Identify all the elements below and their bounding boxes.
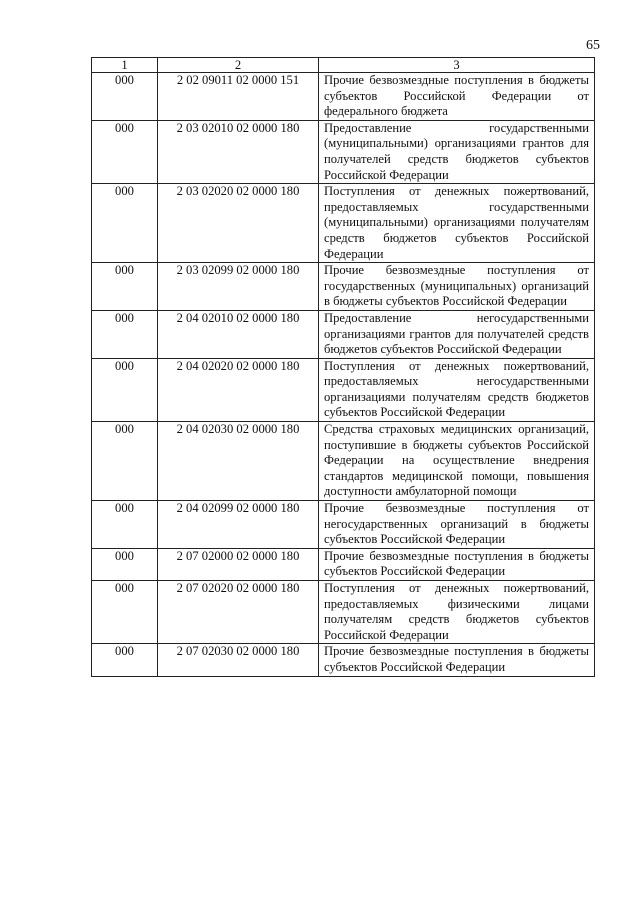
admin-code-cell: 000 (92, 644, 158, 676)
admin-code-cell: 000 (92, 263, 158, 311)
revenue-code-cell: 2 04 02099 02 0000 180 (158, 501, 319, 549)
admin-code-cell: 000 (92, 73, 158, 121)
revenue-name-cell: Поступления от денежных пожертвований, предоставляемых государственными (муниципальными) организациями получателям средств бюджетов субъектов Российской Федерации (319, 184, 595, 263)
column-header-2: 2 (158, 58, 319, 73)
revenue-code-cell: 2 03 02099 02 0000 180 (158, 263, 319, 311)
table-row (92, 310, 595, 358)
revenue-name-cell: Прочие безвозмездные поступления от негосударственных организаций в бюджеты субъектов Российской Федерации (319, 501, 595, 549)
revenue-code-cell: 2 07 02000 02 0000 180 (158, 548, 319, 580)
budget-codes-table (91, 57, 595, 677)
admin-code-cell: 000 (92, 358, 158, 421)
table-row (92, 501, 595, 549)
table-row (92, 644, 595, 676)
revenue-name-cell: Средства страховых медицинских организаций, поступившие в бюджеты субъектов Российской Федерации на осуществление внедрения стандартов медицинской помощи, повышения доступности амбулаторной помощи (319, 422, 595, 501)
table-row (92, 184, 595, 263)
revenue-code-cell: 2 03 02010 02 0000 180 (158, 120, 319, 183)
revenue-name-cell: Предоставление негосударственными организациями грантов для получателей средств бюджетов субъектов Российской Федерации (319, 310, 595, 358)
revenue-code-cell: 2 04 02020 02 0000 180 (158, 358, 319, 421)
admin-code-cell: 000 (92, 581, 158, 644)
revenue-code-cell: 2 03 02020 02 0000 180 (158, 184, 319, 263)
admin-code-cell: 000 (92, 422, 158, 501)
table-row (92, 548, 595, 580)
revenue-name-cell: Поступления от денежных пожертвований, предоставляемых физическими лицами получателям средств бюджетов субъектов Российской Федерации (319, 581, 595, 644)
table-row (92, 422, 595, 501)
admin-code-cell: 000 (92, 310, 158, 358)
table-row (92, 581, 595, 644)
revenue-name-cell: Прочие безвозмездные поступления в бюджеты субъектов Российской Федерации (319, 548, 595, 580)
revenue-code-cell: 2 07 02020 02 0000 180 (158, 581, 319, 644)
revenue-code-cell: 2 07 02030 02 0000 180 (158, 644, 319, 676)
table-row (92, 263, 595, 311)
page-number: 65 (586, 38, 600, 53)
table-row (92, 73, 595, 121)
revenue-name-cell: Предоставление государственными (муниципальными) организациями грантов для получателей средств бюджетов субъектов Российской Федерации (319, 120, 595, 183)
revenue-name-cell: Поступления от денежных пожертвований, предоставляемых негосударственными организациями получателям средств бюджетов субъектов Российской Федерации (319, 358, 595, 421)
revenue-name-cell: Прочие безвозмездные поступления от государственных (муниципальных) организаций в бюджеты субъектов Российской Федерации (319, 263, 595, 311)
revenue-code-cell: 2 04 02010 02 0000 180 (158, 310, 319, 358)
table-row (92, 358, 595, 421)
admin-code-cell: 000 (92, 120, 158, 183)
column-header-3: 3 (319, 58, 595, 73)
column-header-1: 1 (92, 58, 158, 73)
admin-code-cell: 000 (92, 184, 158, 263)
revenue-code-cell: 2 04 02030 02 0000 180 (158, 422, 319, 501)
admin-code-cell: 000 (92, 548, 158, 580)
revenue-name-cell: Прочие безвозмездные поступления в бюджеты субъектов Российской Федерации от федерального бюджета (319, 73, 595, 121)
table-header-row (92, 58, 595, 73)
table-row (92, 120, 595, 183)
revenue-code-cell: 2 02 09011 02 0000 151 (158, 73, 319, 121)
admin-code-cell: 000 (92, 501, 158, 549)
revenue-name-cell: Прочие безвозмездные поступления в бюджеты субъектов Российской Федерации (319, 644, 595, 676)
